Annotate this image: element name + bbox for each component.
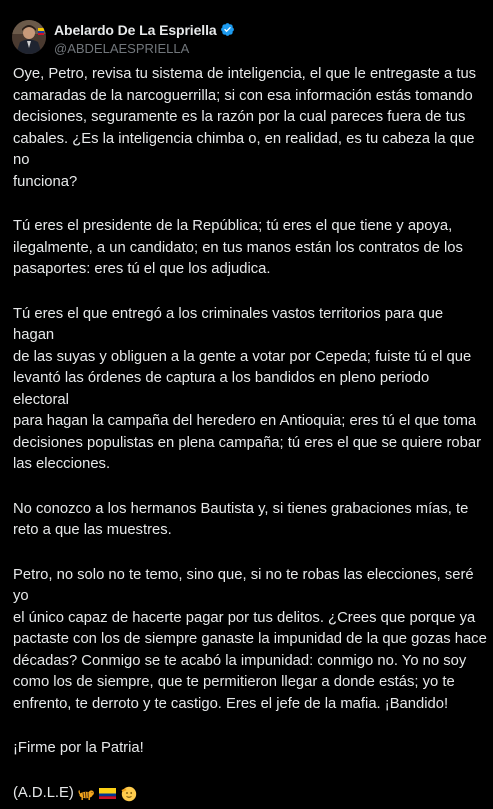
colombia-flag-emoji-icon xyxy=(99,785,116,802)
name-row xyxy=(54,21,235,38)
tweet-paragraph-3: Tú eres el que entregó a los criminales vastos territorios para que hagan de las suyas y obliguen a la gente a votar por Cepeda; fuiste tú el que levantó las órdenes de captura a los bandidos en pleno periodo electoral para hagan la campaña del heredero en Antioquia; eres tú el que toma decisiones populistas en plena campaña; tú eres el que se quiere robar las elecciones. xyxy=(13,305,482,472)
tweet-header xyxy=(0,0,493,62)
avatar[interactable] xyxy=(12,20,46,54)
tweet-paragraph-2: Tú eres el presidente de la República; tú eres el que tiene y apoya, ilegalmente, a un candidato; en tus manos están los contratos de los pasaportes: eres tú el que los adjudica. xyxy=(13,218,463,277)
tiger-emoji-icon xyxy=(78,785,95,802)
author-names xyxy=(54,21,235,56)
tweet-paragraph-1: Oye, Petro, revisa tu sistema de inteligencia, el que le entregaste a tus camaradas de la narcoguerrilla; si con esa información estás tomando decisiones, seguramente es la razón por la cual pareces fuera de tus cabales. ¿Es la inteligencia chimba o, en realidad, es tu cabeza la que no funciona? xyxy=(13,66,477,190)
saluting-face-emoji-icon xyxy=(120,785,137,802)
author-handle[interactable]: @ABDELAESPRIELLA xyxy=(54,41,190,56)
tweet-paragraph-5: Petro, no solo no te temo, sino que, si no te robas las elecciones, seré yo el único capaz de hacerte pagar por tus delitos. ¿Crees que porque ya pactaste con los de siempre ganaste la impunidad de la que gozas hace décadas? Conmigo se te acabó la impunidad: conmigo no. Yo no soy como los de siempre, que te permitieron llegar a donde estás; yo te enfrento, te derroto y te castigo. Eres el jefe de la mafia. ¡Bandido! xyxy=(13,566,487,712)
tweet-paragraph-4: No conozco a los hermanos Bautista y, si tienes grabaciones mías, te reto a que las muestres. xyxy=(13,500,469,538)
signoff-line xyxy=(13,783,488,805)
tweet-paragraph-6: ¡Firme por la Patria! xyxy=(13,740,144,756)
verified-badge-icon xyxy=(220,22,235,37)
display-name[interactable]: Abelardo De La Espriella xyxy=(54,21,217,38)
tweet-text xyxy=(13,64,488,804)
signoff-text: (A.D.L.E) xyxy=(13,784,74,801)
